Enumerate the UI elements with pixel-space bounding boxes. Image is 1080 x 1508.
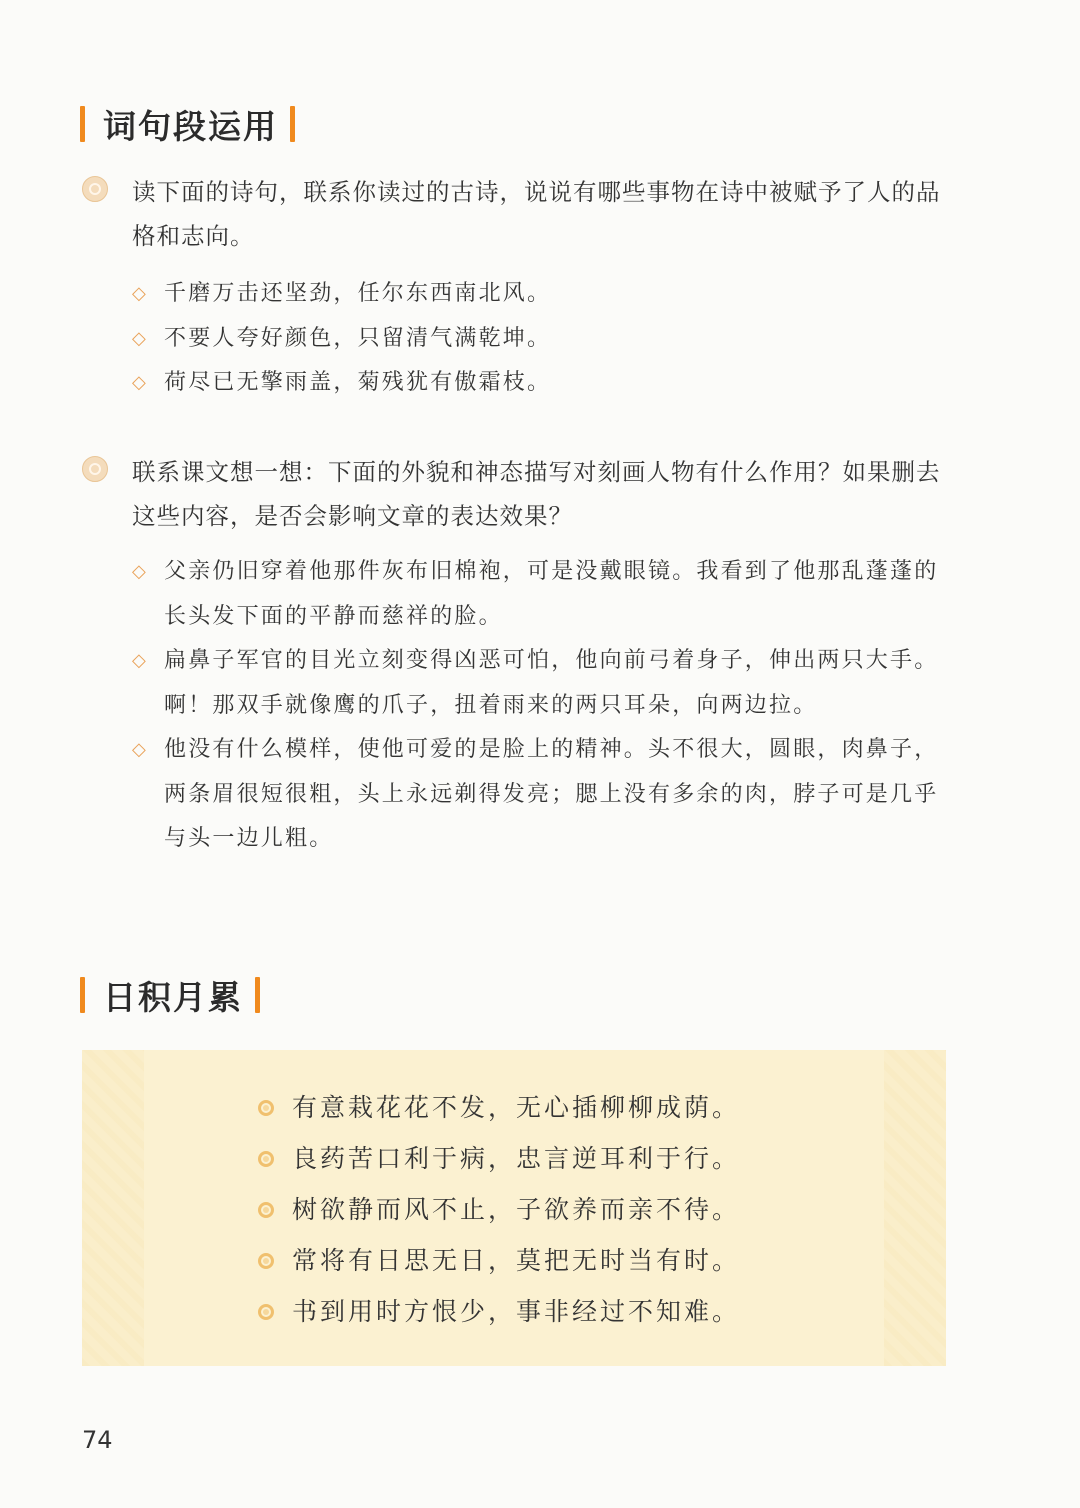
list-item: 良药苦口利于病，忠言逆耳利于行。 xyxy=(258,1133,740,1184)
question-2 xyxy=(80,450,960,538)
diamond-bullet-icon: ◇ xyxy=(132,283,149,304)
diamond-bullet-icon: ◇ xyxy=(132,561,149,582)
heading-bar-right xyxy=(255,977,260,1013)
flower-badge-icon xyxy=(82,456,108,482)
heading-bar-left xyxy=(80,977,85,1013)
flower-badge-icon xyxy=(82,176,108,202)
proverb-list xyxy=(258,1082,740,1337)
list-item: 书到用时方恨少，事非经过不知难。 xyxy=(258,1286,740,1337)
section-heading-2 xyxy=(80,970,260,1020)
diamond-bullet-icon: ◇ xyxy=(132,372,149,393)
diamond-bullet-icon: ◇ xyxy=(132,739,149,760)
list-item: ◇ 荷尽已无擎雨盖，菊残犹有傲霜枝。 xyxy=(132,361,952,406)
list-item: ◇ 父亲仍旧穿着他那件灰布旧棉袍，可是没戴眼镜。我看到了他那乱蓬蓬的长头发下面的平静而慈祥的脸。 xyxy=(132,550,952,639)
ring-bullet-icon xyxy=(258,1100,274,1116)
list-item: 树欲静而风不止，子欲养而亲不待。 xyxy=(258,1184,740,1235)
page-number: 74 xyxy=(82,1426,113,1454)
ring-bullet-icon xyxy=(258,1304,274,1320)
question-text: 读下面的诗句，联系你读过的古诗，说说有哪些事物在诗中被赋予了人的品格和志向。 xyxy=(132,178,941,250)
decorative-pattern xyxy=(82,1050,144,1366)
section-heading-1 xyxy=(80,99,295,149)
heading-bar-left xyxy=(80,106,85,142)
section-title: 日积月累 xyxy=(103,977,243,1017)
section-title: 词句段运用 xyxy=(103,106,278,146)
passage-list xyxy=(132,550,952,862)
diamond-bullet-icon: ◇ xyxy=(132,327,149,349)
question-1 xyxy=(80,170,960,258)
list-item: ◇ 他没有什么模样，使他可爱的是脸上的精神。头不很大，圆眼，肉鼻子，两条眉很短很粗，头上永远剃得发亮；腮上没有多余的肉，脖子可是几乎与头一边儿粗。 xyxy=(132,728,952,862)
ring-bullet-icon xyxy=(258,1151,274,1167)
heading-bar-right xyxy=(290,106,295,142)
list-item: 常将有日思无日，莫把无时当有时。 xyxy=(258,1235,740,1286)
decorative-pattern xyxy=(884,1050,946,1366)
list-item: ◇ 扁鼻子军官的目光立刻变得凶恶可怕，他向前弓着身子，伸出两只大手。啊！那双手就像鹰的爪子，扭着雨来的两只耳朵，向两边拉。 xyxy=(132,639,952,728)
ring-bullet-icon xyxy=(258,1202,274,1218)
poem-list xyxy=(132,272,952,406)
list-item: 有意栽花花不发，无心插柳柳成荫。 xyxy=(258,1082,740,1133)
list-item: ◇ 不要人夸好颜色，只留清气满乾坤。 xyxy=(132,317,952,362)
ring-bullet-icon xyxy=(258,1253,274,1269)
list-item: ◇ 千磨万击还坚劲，任尔东西南北风。 xyxy=(132,272,952,317)
diamond-bullet-icon: ◇ xyxy=(132,650,149,671)
question-text: 联系课文想一想：下面的外貌和神态描写对刻画人物有什么作用？如果删去这些内容，是否会影响文章的表达效果？ xyxy=(132,458,941,530)
